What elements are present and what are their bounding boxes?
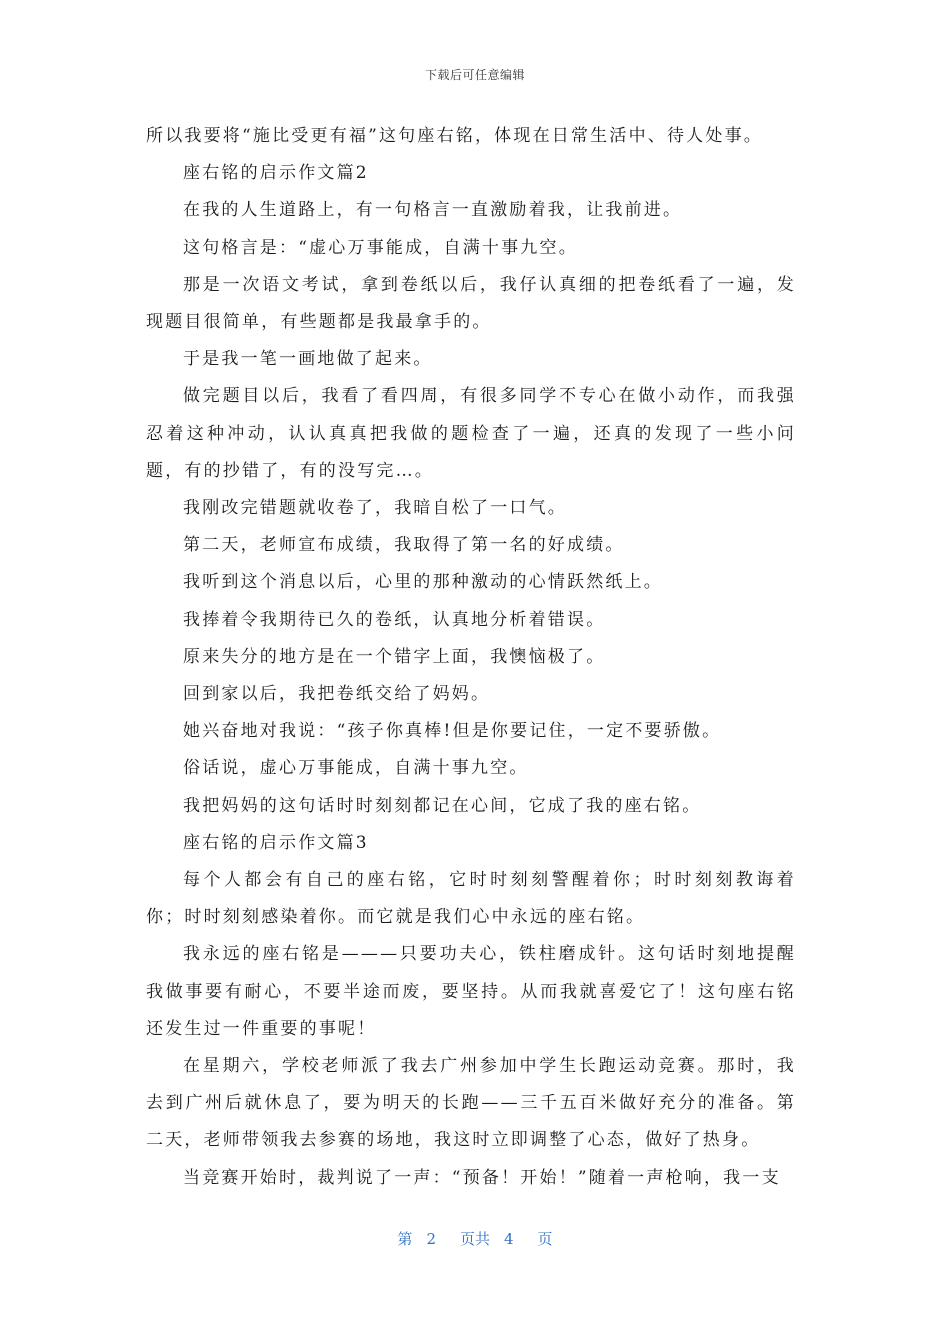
paragraph: 每个人都会有自己的座右铭，它时时刻刻警醒着你；时时刻刻教诲着你；时时刻刻感染着你。而它就是我们心中永远的座右铭。 xyxy=(146,870,796,928)
page-footer xyxy=(0,1228,950,1249)
footer-suffix: 页 xyxy=(537,1230,553,1248)
footer-prefix: 第 xyxy=(397,1230,413,1248)
footer-middle: 页共 xyxy=(459,1230,490,1248)
paragraph: 原来失分的地方是在一个错字上面，我懊恼极了。 xyxy=(183,646,606,667)
paragraph: 所以我要将“施比受更有福”这句座右铭，体现在日常生活中、待人处事。 xyxy=(146,126,763,146)
paragraph: 这句格言是：“虚心万事能成，自满十事九空。 xyxy=(183,237,578,258)
paragraph: 我永远的座右铭是———只要功夫心，铁柱磨成针。这句话时刻地提醒我做事要有耐心，不要半途而废，要坚持。从而我就喜爱它了！这句座右铭还发生过一件重要的事呢！ xyxy=(146,944,796,1039)
footer-current-page: 2 xyxy=(426,1230,436,1248)
paragraph: 我听到这个消息以后，心里的那种激动的心情跃然纸上。 xyxy=(183,572,663,593)
footer-total-pages: 4 xyxy=(504,1230,514,1248)
paragraph: 那是一次语文考试，拿到卷纸以后，我仔认真细的把卷纸看了一遍，发现题目很简单，有些题都是我最拿手的。 xyxy=(146,274,796,333)
paragraph: 在星期六，学校老师派了我去广州参加中学生长跑运动竞赛。那时，我去到广州后就休息了，要为明天的长跑——三千五百米做好充分的准备。第二天，老师带领我去参赛的场地，我这时立即调整了心态，做好了热身。 xyxy=(146,1056,796,1151)
paragraph: 我刚改完错题就收卷了，我暗自松了一口气。 xyxy=(183,498,567,519)
paragraph: 第二天，老师宣布成绩，我取得了第一名的好成绩。 xyxy=(183,535,625,556)
paragraph: 回到家以后，我把卷纸交给了妈妈。 xyxy=(183,684,491,705)
paragraph: 于是我一笔一画地做了起来。 xyxy=(183,349,433,370)
paragraph: 座右铭的启示作文篇2 xyxy=(183,163,369,184)
paragraph: 我把妈妈的这句话时时刻刻都记在心间，它成了我的座右铭。 xyxy=(183,795,702,816)
page-header: 下载后可任意编辑 xyxy=(424,68,525,82)
paragraph: 座右铭的启示作文篇3 xyxy=(183,832,369,853)
paragraph: 当竞赛开始时，裁判说了一声：“预备！开始！”随着一声枪响，我一支 xyxy=(183,1167,781,1188)
paragraph: 做完题目以后，我看了看四周，有很多同学不专心在做小动作，而我强忍着这种冲动，认认真真把我做的题检查了一遍，还真的发现了一些小问题，有的抄错了，有的没写完…。 xyxy=(146,386,796,481)
paragraph: 我捧着令我期待已久的卷纸，认真地分析着错误。 xyxy=(183,609,606,630)
paragraph: 她兴奋地对我说：“孩子你真棒!但是你要记住，一定不要骄傲。 xyxy=(183,721,722,742)
document-body xyxy=(146,118,796,1197)
paragraph: 在我的人生道路上，有一句格言一直激励着我，让我前进。 xyxy=(183,200,683,221)
paragraph: 俗话说，虚心万事能成，自满十事九空。 xyxy=(183,758,529,779)
